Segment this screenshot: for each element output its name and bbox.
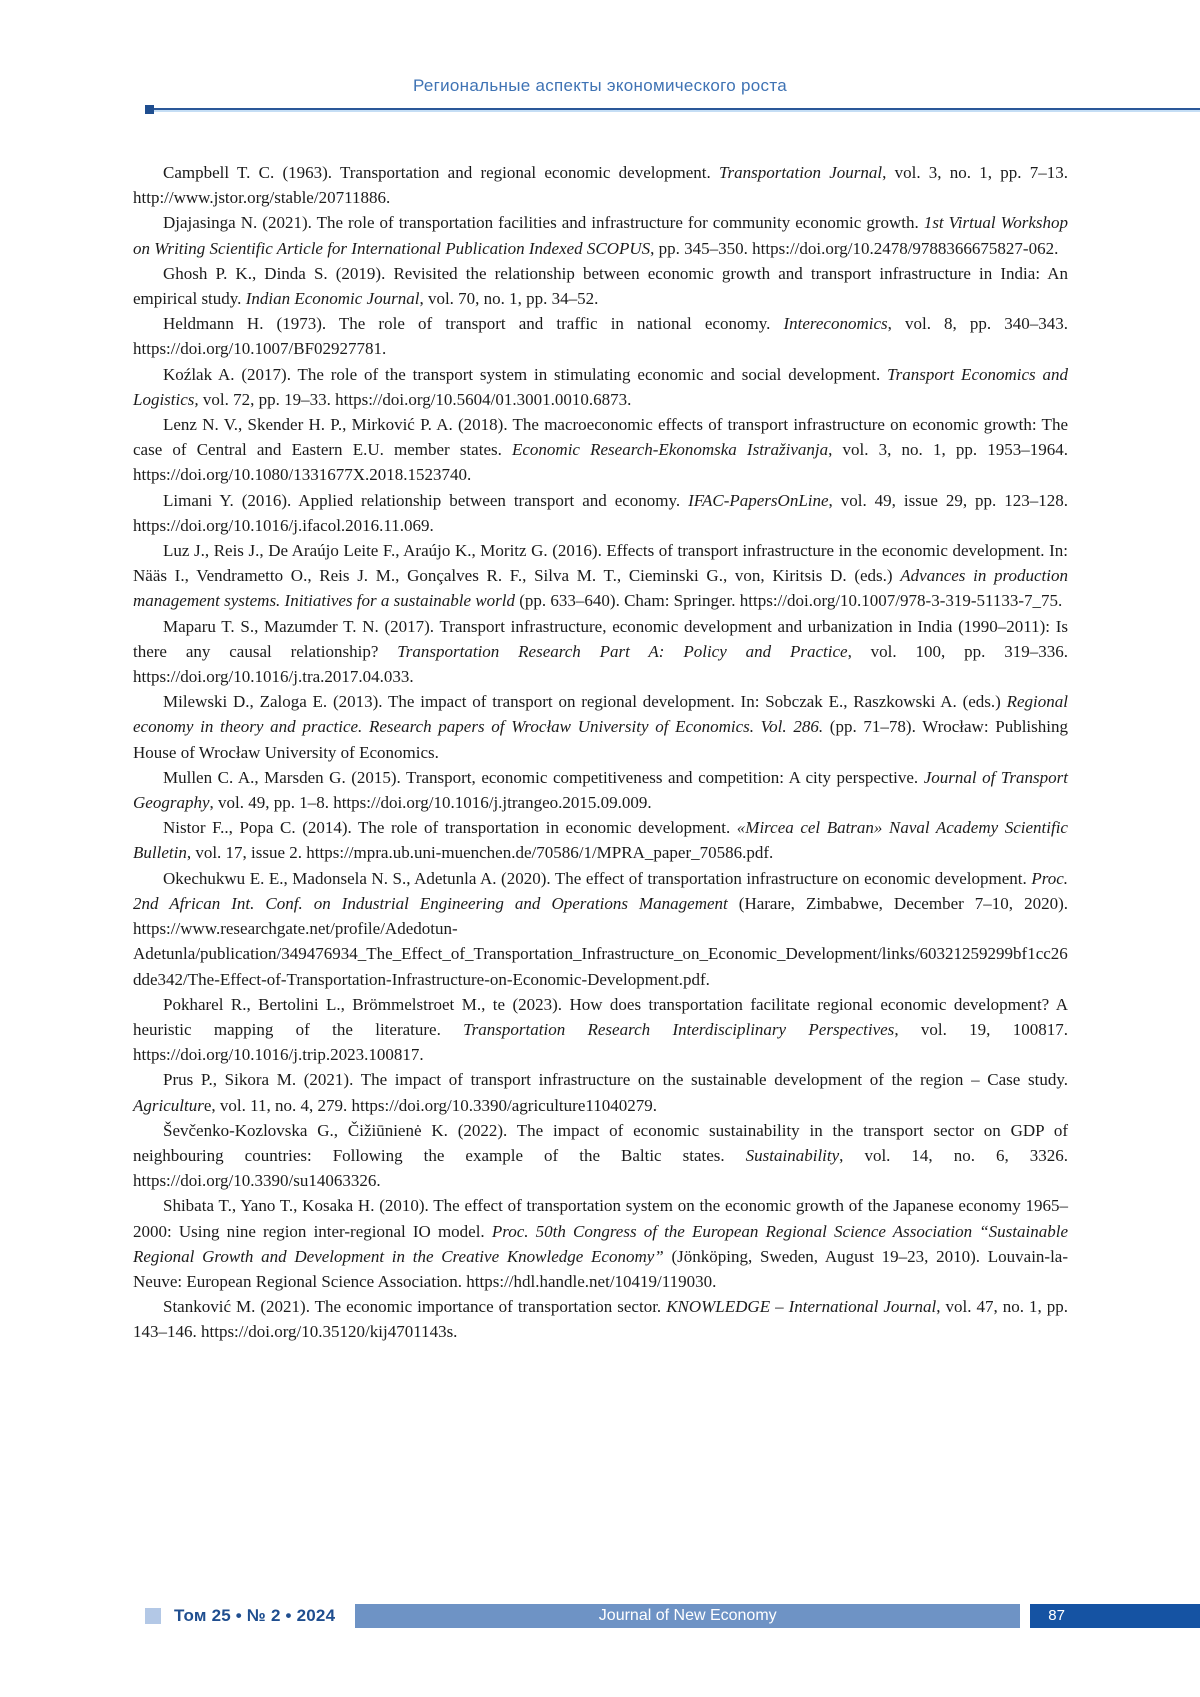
reference-entry xyxy=(133,866,1068,992)
reference-text: (Harare, Zimbabwe, December 7–10, 2020). https://www.researchgate.net/profile/Adedotun-Adetunla/publication/349476934_The_Effect_of_Transportation_Infrastructure_on_Economic_Development/links/60321259299bf1cc26dde342/The-Effect-of-Transportation-Infrastructure-on-Economic-Development.pdf. xyxy=(133,893,1068,989)
reference-text: Lenz N. V., Skender H. P., Mirković P. A. (2018). The macroeconomic effects of transport infrastructure on economic growth: The case of Central and Eastern E.U. member states. xyxy=(133,415,1068,460)
reference-text: Maparu T. S., Mazumder T. N. (2017). Transport infrastructure, economic development and urbanization in India (1990–2011): Is there any causal relationship? xyxy=(133,616,1068,661)
reference-source-title: Proc. 50th Congress of the European Regional Science Association “Sustainable Regional Growth and Development in the Creative Knowledge Economy” xyxy=(133,1221,1069,1266)
reference-text: Pokharel R., Bertolini L., Brömmelstroet M., te (2023). How does transportation facilitate regional economic development? A heuristic mapping of the literature. xyxy=(133,994,1068,1039)
reference-entry xyxy=(133,311,1068,361)
reference-text: (Jönköping, Sweden, August 19–23, 2010). Louvain-la-Neuve: European Regional Science Association. https://hdl.handle.net/10419/119030. xyxy=(133,1246,1069,1291)
reference-source-title: «Mircea cel Batran» Naval Academy Scientific Bulletin xyxy=(133,818,1068,863)
reference-entry xyxy=(133,210,1068,260)
reference-source-title: Transportation Research Interdisciplinary Perspectives xyxy=(463,1019,895,1039)
reference-source-title: Regional economy in theory and practice. Research papers of Wrocław University of Economics. Vol. 286. xyxy=(133,692,1068,737)
reference-entry xyxy=(133,815,1068,865)
footer xyxy=(145,1604,1200,1628)
reference-source-title: Transport Economics and Logistics, xyxy=(133,364,1068,409)
reference-source-title: Journal of Transport Geography xyxy=(133,767,1069,813)
reference-text: Limani Y. (2016). Applied relationship between transport and economy. xyxy=(163,490,689,510)
reference-text: Stanković M. (2021). The economic importance of transportation sector. xyxy=(163,1297,667,1317)
reference-source-title: KNOWLEDGE – International Journal xyxy=(666,1297,937,1317)
reference-entry xyxy=(133,261,1068,311)
references-list xyxy=(133,160,1068,1345)
reference-entry xyxy=(133,1067,1068,1117)
reference-entry xyxy=(133,614,1068,690)
reference-entry xyxy=(133,1294,1068,1344)
reference-text: , vol. 49, issue 29, pp. 123–128. https://doi.org/10.1016/j.ifacol.2016.11.069. xyxy=(133,490,1068,535)
reference-text: , vol. 17, issue 2. https://mpra.ub.uni-muenchen.de/70586/1/MPRA_paper_70586.pdf. xyxy=(186,843,774,863)
reference-text: Prus P., Sikora M. (2021). The impact of transport infrastructure on the sustainable development of the region – Case study. xyxy=(163,1070,1068,1090)
journal-name-label: Journal of New Economy xyxy=(598,1607,777,1624)
reference-source-title: Advances in production management systems. Initiatives for a sustainable world xyxy=(133,566,1068,611)
reference-source-title: Proc. 2nd African Int. Conf. on Industrial Engineering and Operations Management xyxy=(133,868,1068,913)
reference-source-title: Intereconomics xyxy=(783,314,888,334)
reference-entry xyxy=(133,1193,1068,1294)
reference-entry xyxy=(133,538,1068,614)
reference-source-title: Transportation Research Part A: Policy and Practice xyxy=(397,641,848,661)
page-number: 87 xyxy=(1048,1607,1065,1624)
reference-text: Luz J., Reis J., De Araújo Leite F., Araújo K., Moritz G. (2016). Effects of transport infrastructure in the economic development. In: Nääs I., Vendrametto O., Reis J. M., Gonçalves R. F., Silva M. T., Cieminski G., von, Kiritsis D. (eds.) xyxy=(133,541,1068,586)
reference-entry xyxy=(133,412,1068,488)
reference-text: , vol. 3, no. 1, pp. 7–13. http://www.jstor.org/stable/20711886. xyxy=(133,163,1068,208)
reference-text: , vol. 100, pp. 319–336. https://doi.org/10.1016/j.tra.2017.04.033. xyxy=(133,641,1068,687)
reference-text: , vol. 3, no. 1, pp. 1953–1964. https://doi.org/10.1080/1331677X.2018.1523740. xyxy=(133,440,1068,485)
reference-text: Shibata T., Yano T., Kosaka H. (2010). The effect of transportation system on the economic growth of the Japanese economy 1965–2000: Using nine region inter-regional IO model. xyxy=(133,1196,1068,1241)
reference-text: (pp. 633–640). Cham: Springer. https://doi.org/10.1007/978-3-319-51133-7_75. xyxy=(515,591,1063,611)
reference-entry xyxy=(133,1118,1068,1194)
reference-text: , pp. 345–350. https://doi.org/10.2478/9788366675827-062. xyxy=(650,238,1059,258)
reference-text: , vol. 19, 100817. https://doi.org/10.1016/j.trip.2023.100817. xyxy=(133,1019,1068,1065)
reference-entry xyxy=(133,992,1068,1068)
page-number-box xyxy=(1030,1604,1200,1628)
reference-source-title: Sustainability xyxy=(745,1145,840,1165)
reference-entry xyxy=(133,765,1068,815)
reference-text: Okechukwu E. E., Madonsela N. S., Adetunla A. (2020). The effect of transportation infrastructure on economic development. xyxy=(163,868,1032,888)
reference-text: Djajasinga N. (2021). The role of transportation facilities and infrastructure for community economic growth. xyxy=(163,213,924,233)
reference-text: , vol. 49, pp. 1–8. https://doi.org/10.1016/j.jtrangeo.2015.09.009. xyxy=(209,793,652,813)
reference-entry xyxy=(133,488,1068,538)
reference-text: Koźlak A. (2017). The role of the transport system in stimulating economic and social development. xyxy=(163,364,888,384)
header-rule-line xyxy=(147,108,1200,110)
reference-entry xyxy=(133,160,1068,210)
reference-text: Milewski D., Zaloga E. (2013). The impact of transport on regional development. In: Sobczak E., Raszkowski A. (eds.) xyxy=(163,692,1007,712)
reference-source-title: IFAC-PapersOnLine xyxy=(688,490,829,510)
reference-source-title: 1st Virtual Workshop on Writing Scientific Article for International Publication Indexed SCOPUS xyxy=(133,213,1069,258)
footer-square-marker xyxy=(145,1608,161,1624)
reference-source-title: Indian Economic Journal xyxy=(245,289,420,309)
reference-text: vol. 72, pp. 19–33. https://doi.org/10.5604/01.3001.0010.6873. xyxy=(198,389,632,409)
running-title: Региональные аспекты экономического роста xyxy=(412,76,787,95)
reference-text: Mullen C. A., Marsden G. (2015). Transport, economic competitiveness and competition: A city perspective. xyxy=(163,767,924,787)
reference-source-title: Agricultur xyxy=(133,1095,204,1115)
reference-entry xyxy=(133,689,1068,765)
header-rule xyxy=(145,107,1200,111)
reference-text: Nistor F.., Popa C. (2014). The role of transportation in economic development. xyxy=(163,818,737,838)
reference-text: (pp. 71–78). Wrocław: Publishing House of Wrocław University of Economics. xyxy=(133,717,1068,762)
reference-text: Campbell T. C. (1963). Transportation and regional economic development. xyxy=(163,163,719,182)
reference-text: e, vol. 11, no. 4, 279. https://doi.org/10.3390/agriculture11040279. xyxy=(203,1095,657,1115)
reference-text: Ševčenko-Kozlovska G., Čižiūnienė K. (2022). The impact of economic sustainability in the transport sector on GDP of neighbouring countries: Following the example of the Baltic states. xyxy=(133,1120,1068,1165)
reference-text: , vol. 8, pp. 340–343. https://doi.org/10.1007/BF02927781. xyxy=(133,314,1068,359)
reference-source-title: Transportation Journal xyxy=(718,163,883,182)
header-rule-square xyxy=(145,105,154,114)
reference-text: , vol. 47, no. 1, pp. 143–146. https://doi.org/10.35120/kij4701143s. xyxy=(133,1297,1068,1342)
reference-text: , vol. 70, no. 1, pp. 34–52. xyxy=(419,289,599,309)
volume-issue-label: Том 25 • № 2 • 2024 xyxy=(174,1606,336,1625)
reference-text: Ghosh P. K., Dinda S. (2019). Revisited the relationship between economic growth and transport infrastructure in India: An empirical study. xyxy=(133,263,1068,309)
reference-text: , vol. 14, no. 6, 3326. https://doi.org/10.3390/su14063326. xyxy=(133,1145,1068,1191)
reference-entry xyxy=(133,362,1068,412)
journal-name-bar xyxy=(355,1604,1020,1628)
reference-source-title: Economic Research-Ekonomska Istraživanja xyxy=(512,440,829,460)
reference-text: Heldmann H. (1973). The role of transport and traffic in national economy. xyxy=(163,314,784,334)
